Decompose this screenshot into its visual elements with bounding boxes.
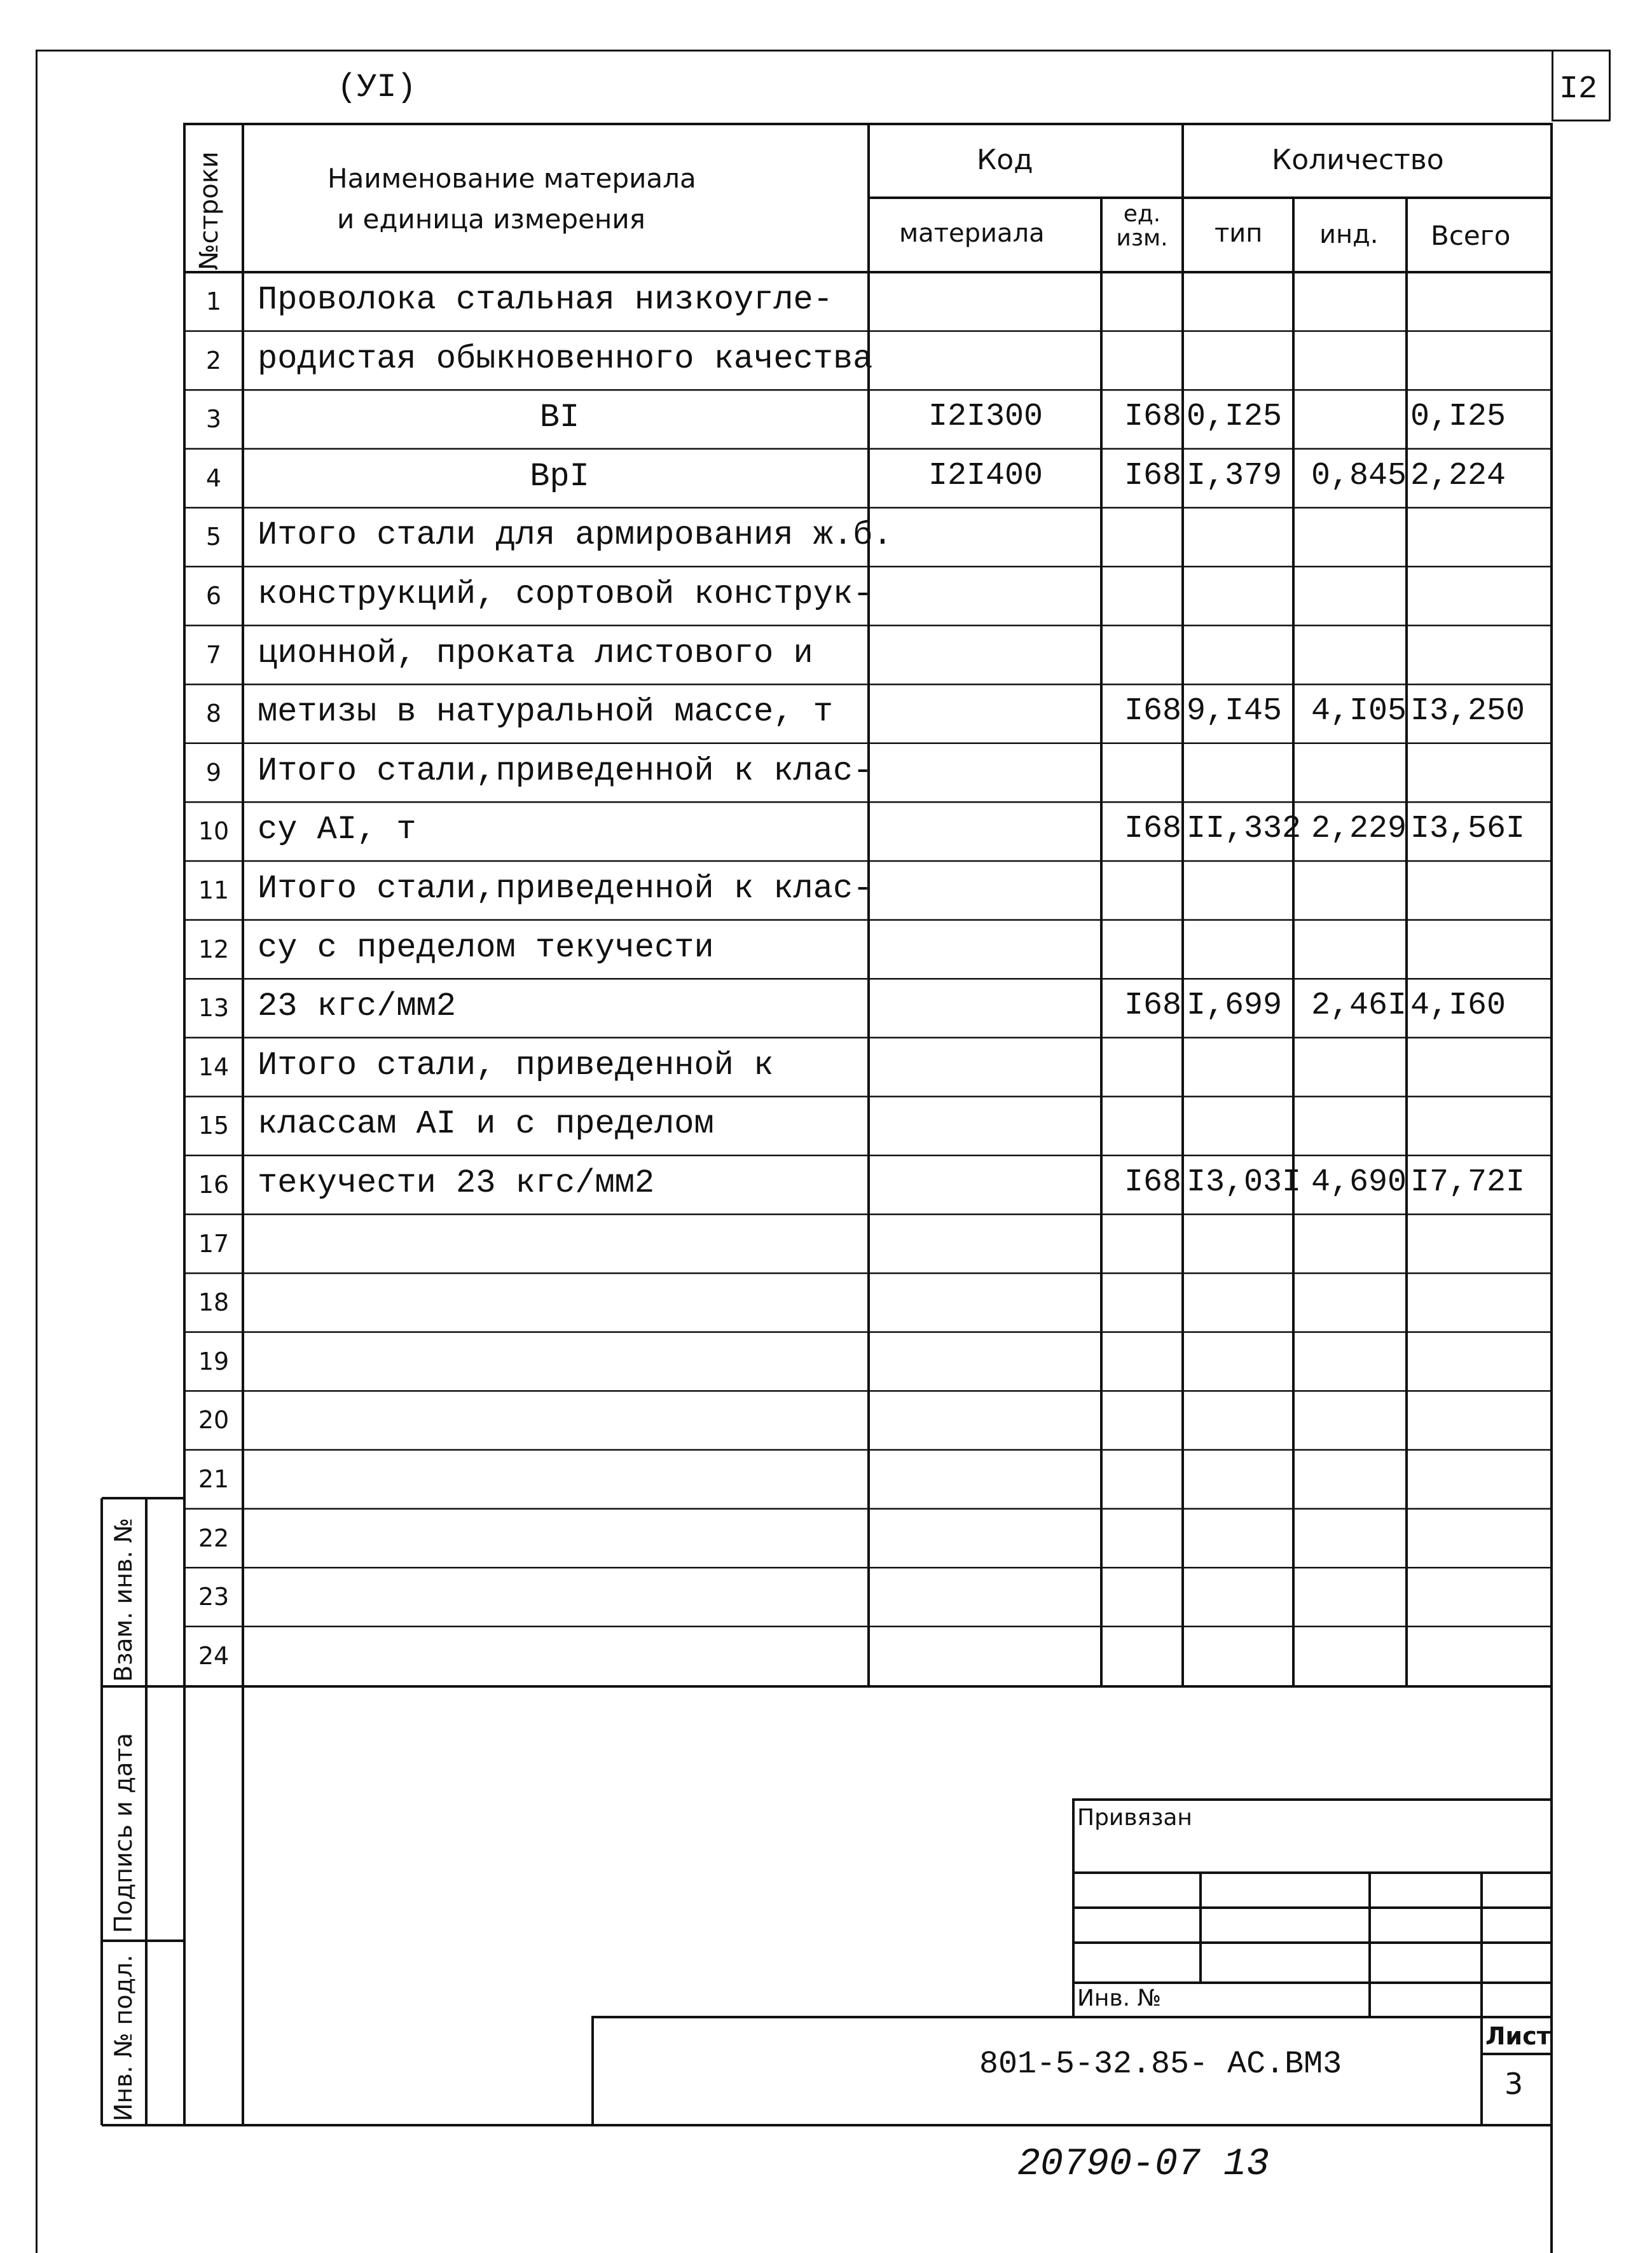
header-name-line1: Наименование материала xyxy=(327,163,696,194)
row-number: 7 xyxy=(205,640,222,669)
cell-code: I2I300 xyxy=(928,399,1043,436)
cell-name: классам AI и с пределом xyxy=(258,1105,714,1143)
stamp-vzam-inv: Взам. инв. № xyxy=(109,1517,137,1682)
row-number: 11 xyxy=(198,876,230,904)
cell-unit: I68 xyxy=(1124,988,1181,1024)
row-number: 22 xyxy=(198,1524,230,1552)
row-number: 9 xyxy=(205,758,222,787)
cell-ind: 4,690 xyxy=(1311,1164,1407,1201)
row-number: 18 xyxy=(198,1288,230,1317)
cell-tip: II,332 xyxy=(1187,811,1302,848)
cell-total: I3,250 xyxy=(1410,693,1525,730)
cell-name: Проволока стальная низкоугле- xyxy=(258,281,833,319)
cell-unit: I68 xyxy=(1124,693,1181,730)
header-code-unit: ед. изм. xyxy=(1116,201,1168,251)
row-number: 1 xyxy=(205,287,222,315)
row-number: 6 xyxy=(205,582,222,610)
cell-name: конструкций, сортовой конструк- xyxy=(258,575,873,613)
row-number: 12 xyxy=(198,935,230,963)
cell-ind: 0,845 xyxy=(1311,457,1407,494)
row-number: 24 xyxy=(198,1641,230,1670)
cell-name: текучести 23 кгс/мм2 xyxy=(258,1164,655,1202)
header-qty-type: тип xyxy=(1215,219,1263,248)
cell-name: BI xyxy=(539,399,580,437)
header-code: Код xyxy=(977,144,1033,176)
title-inv-no: Инв. № xyxy=(1077,1985,1162,2011)
cell-tip: I,379 xyxy=(1187,457,1283,494)
cell-tip: 0,I25 xyxy=(1187,399,1283,436)
cell-ind: 2,229 xyxy=(1311,811,1407,848)
row-number: 17 xyxy=(198,1229,230,1258)
row-number: 23 xyxy=(198,1583,230,1611)
row-number: 8 xyxy=(205,699,222,728)
title-privyazan: Привязан xyxy=(1077,1805,1192,1831)
header-qty-ind: инд. xyxy=(1319,220,1379,249)
cell-code: I2I400 xyxy=(928,457,1043,494)
cell-name: родистая обыкновенного качества xyxy=(258,340,873,378)
sheet-label: Лист xyxy=(1485,2022,1551,2050)
header-qty-total: Всего xyxy=(1431,220,1511,251)
row-number: 14 xyxy=(198,1052,230,1081)
section-label: (УI) xyxy=(337,69,416,106)
row-number: 21 xyxy=(198,1465,230,1493)
cell-ind: 2,46I xyxy=(1311,988,1407,1024)
cell-unit: I68 xyxy=(1124,811,1181,848)
cell-name: Итого стали,приведенной к клас- xyxy=(258,870,873,907)
cell-total: 2,224 xyxy=(1410,457,1506,494)
page-number: I2 xyxy=(1559,71,1598,107)
cell-total: I3,56I xyxy=(1410,811,1525,848)
cell-total: 4,I60 xyxy=(1410,988,1506,1024)
stamp-podpis-data: Подпись и дата xyxy=(109,1733,137,1933)
cell-name: BpI xyxy=(530,457,589,495)
sheet-number: 3 xyxy=(1504,2067,1524,2101)
row-number: 16 xyxy=(198,1171,230,1199)
cell-unit: I68 xyxy=(1124,1164,1181,1201)
cell-name: су AI, т xyxy=(258,811,416,849)
cell-name: 23 кгс/мм2 xyxy=(258,988,457,1026)
cell-tip: I3,03I xyxy=(1187,1164,1302,1201)
doc-code: 801-5-32.85- АС.ВМ3 xyxy=(979,2046,1342,2083)
stamp-inv-podl: Инв. № подл. xyxy=(109,1954,137,2121)
handwritten-number: 20790-07 13 xyxy=(1017,2143,1270,2186)
row-number: 13 xyxy=(198,994,230,1023)
cell-unit: I68 xyxy=(1124,399,1181,436)
row-number: 20 xyxy=(198,1406,230,1435)
row-number: 10 xyxy=(198,817,230,846)
header-quantity: Количество xyxy=(1272,144,1444,176)
cell-name: метизы в натуральной массе, т xyxy=(258,693,833,731)
cell-name: Итого стали, приведенной к xyxy=(258,1046,774,1084)
cell-total: I7,72I xyxy=(1410,1164,1525,1201)
cell-tip: 9,I45 xyxy=(1187,693,1283,730)
row-number: 5 xyxy=(205,523,222,551)
cell-unit: I68 xyxy=(1124,457,1181,494)
header-name-line2: и единица измерения xyxy=(337,203,645,235)
header-code-material: материала xyxy=(899,219,1045,248)
cell-name: су с пределом текучести xyxy=(258,928,714,967)
cell-name: ционной, проката листового и xyxy=(258,634,813,672)
cell-total: 0,I25 xyxy=(1410,399,1506,436)
header-row-number: №строки xyxy=(195,151,224,270)
cell-ind: 4,I05 xyxy=(1311,693,1407,730)
row-number: 4 xyxy=(205,464,222,492)
row-number: 3 xyxy=(205,405,222,434)
cell-name: Итого стали,приведенной к клас- xyxy=(258,752,873,790)
row-number: 15 xyxy=(198,1112,230,1140)
cell-tip: I,699 xyxy=(1187,988,1283,1024)
row-number: 19 xyxy=(198,1347,230,1375)
row-number: 2 xyxy=(205,346,222,375)
cell-name: Итого стали для армирования ж.б. xyxy=(258,516,893,555)
